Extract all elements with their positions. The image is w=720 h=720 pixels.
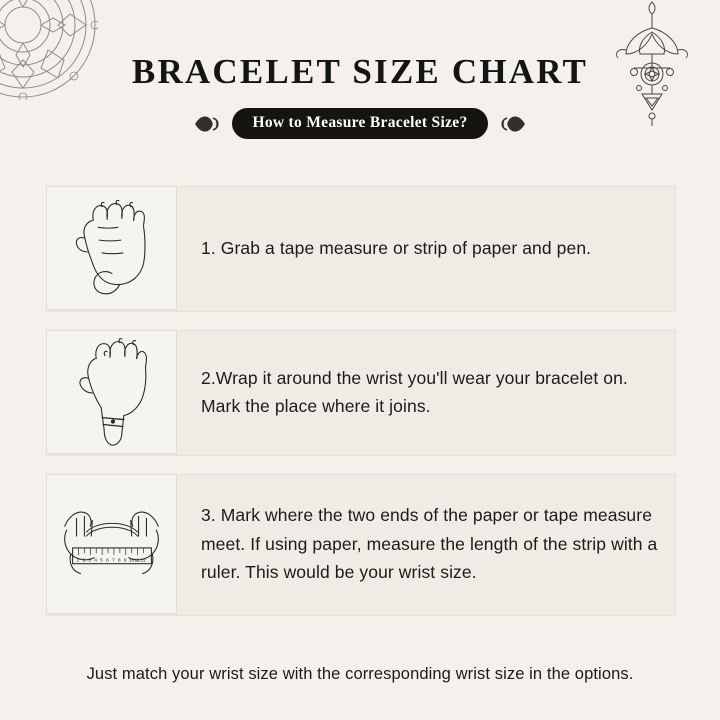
svg-text:4: 4 xyxy=(94,558,98,564)
svg-text:5: 5 xyxy=(100,558,103,564)
svg-text:9: 9 xyxy=(123,558,127,564)
leaf-flourish-right-icon xyxy=(498,112,526,136)
svg-text:12: 12 xyxy=(140,558,147,564)
svg-text:7: 7 xyxy=(111,558,115,564)
steps-list xyxy=(0,186,720,634)
step-2-text: 2.Wrap it around the wrist you'll wear your bracelet on. Mark the place where it joins. xyxy=(201,367,628,416)
list-item xyxy=(0,186,720,310)
svg-text:1: 1 xyxy=(76,558,80,564)
list-item xyxy=(0,474,720,614)
subtitle-pill: How to Measure Bracelet Size? xyxy=(232,108,487,139)
step-3-illustration xyxy=(46,474,177,614)
svg-text:8: 8 xyxy=(117,558,121,564)
page-title: BRACELET SIZE CHART xyxy=(131,52,589,91)
subtitle-row xyxy=(0,108,720,139)
step-3-text: 3. Mark where the two ends of the paper or tape measure meet. If using paper, measure the length of the strip with a ruler. This would be your wrist size. xyxy=(201,505,658,583)
step-1-illustration xyxy=(46,186,177,310)
footer-note: Just match your wrist size with the corresponding wrist size in the options. xyxy=(86,665,634,683)
step-2-illustration xyxy=(46,330,177,454)
svg-text:10: 10 xyxy=(128,558,135,564)
svg-text:2: 2 xyxy=(82,558,86,564)
leaf-flourish-left-icon xyxy=(194,112,222,136)
svg-text:11: 11 xyxy=(134,558,140,564)
step-1-text: 1. Grab a tape measure or strip of paper and pen. xyxy=(201,237,592,258)
svg-text:6: 6 xyxy=(106,558,109,564)
list-item xyxy=(0,330,720,454)
svg-text:3: 3 xyxy=(88,558,92,564)
